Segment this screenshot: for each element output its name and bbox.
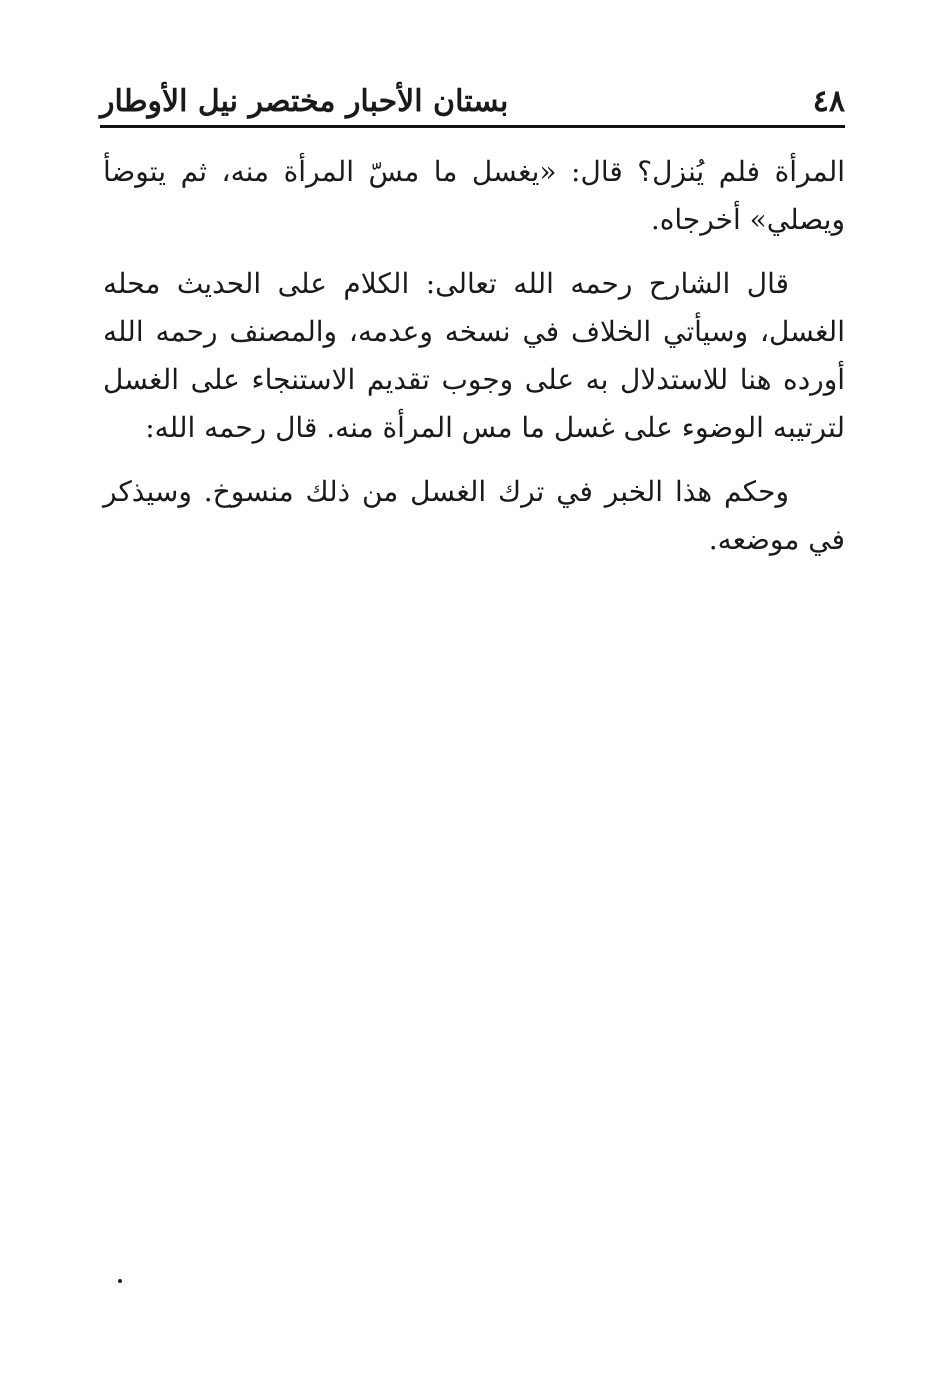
paragraph-commentary: قال الشارح رحمه الله تعالى: الكلام على الحديث محله الغسل، وسيأتي الخلاف في نسخه وعدمه، والمصنف رحمه الله أورده هنا للاستدلال به على وجوب تقديم الاستنجاء على الغسل لترتيبه الوضوء على غسل ما مس المرأة منه. قال رحمه الله: bbox=[103, 267, 845, 444]
header-rule bbox=[100, 125, 845, 128]
stray-mark bbox=[118, 1279, 122, 1283]
page-number: ٤٨ bbox=[812, 84, 845, 119]
page-header bbox=[100, 78, 845, 124]
paragraph-hadith-continuation: المرأة فلم يُنزل؟ قال: «يغسل ما مسّ المرأة منه، ثم يتوضأ ويصلي» أخرجاه. bbox=[103, 155, 845, 236]
page-body bbox=[103, 148, 845, 580]
paragraph-ruling: وحكم هذا الخبر في ترك الغسل من ذلك منسوخ. وسيذكر في موضعه. bbox=[103, 475, 845, 556]
running-title: بستان الأحبار مختصر نيل الأوطار bbox=[100, 84, 509, 119]
